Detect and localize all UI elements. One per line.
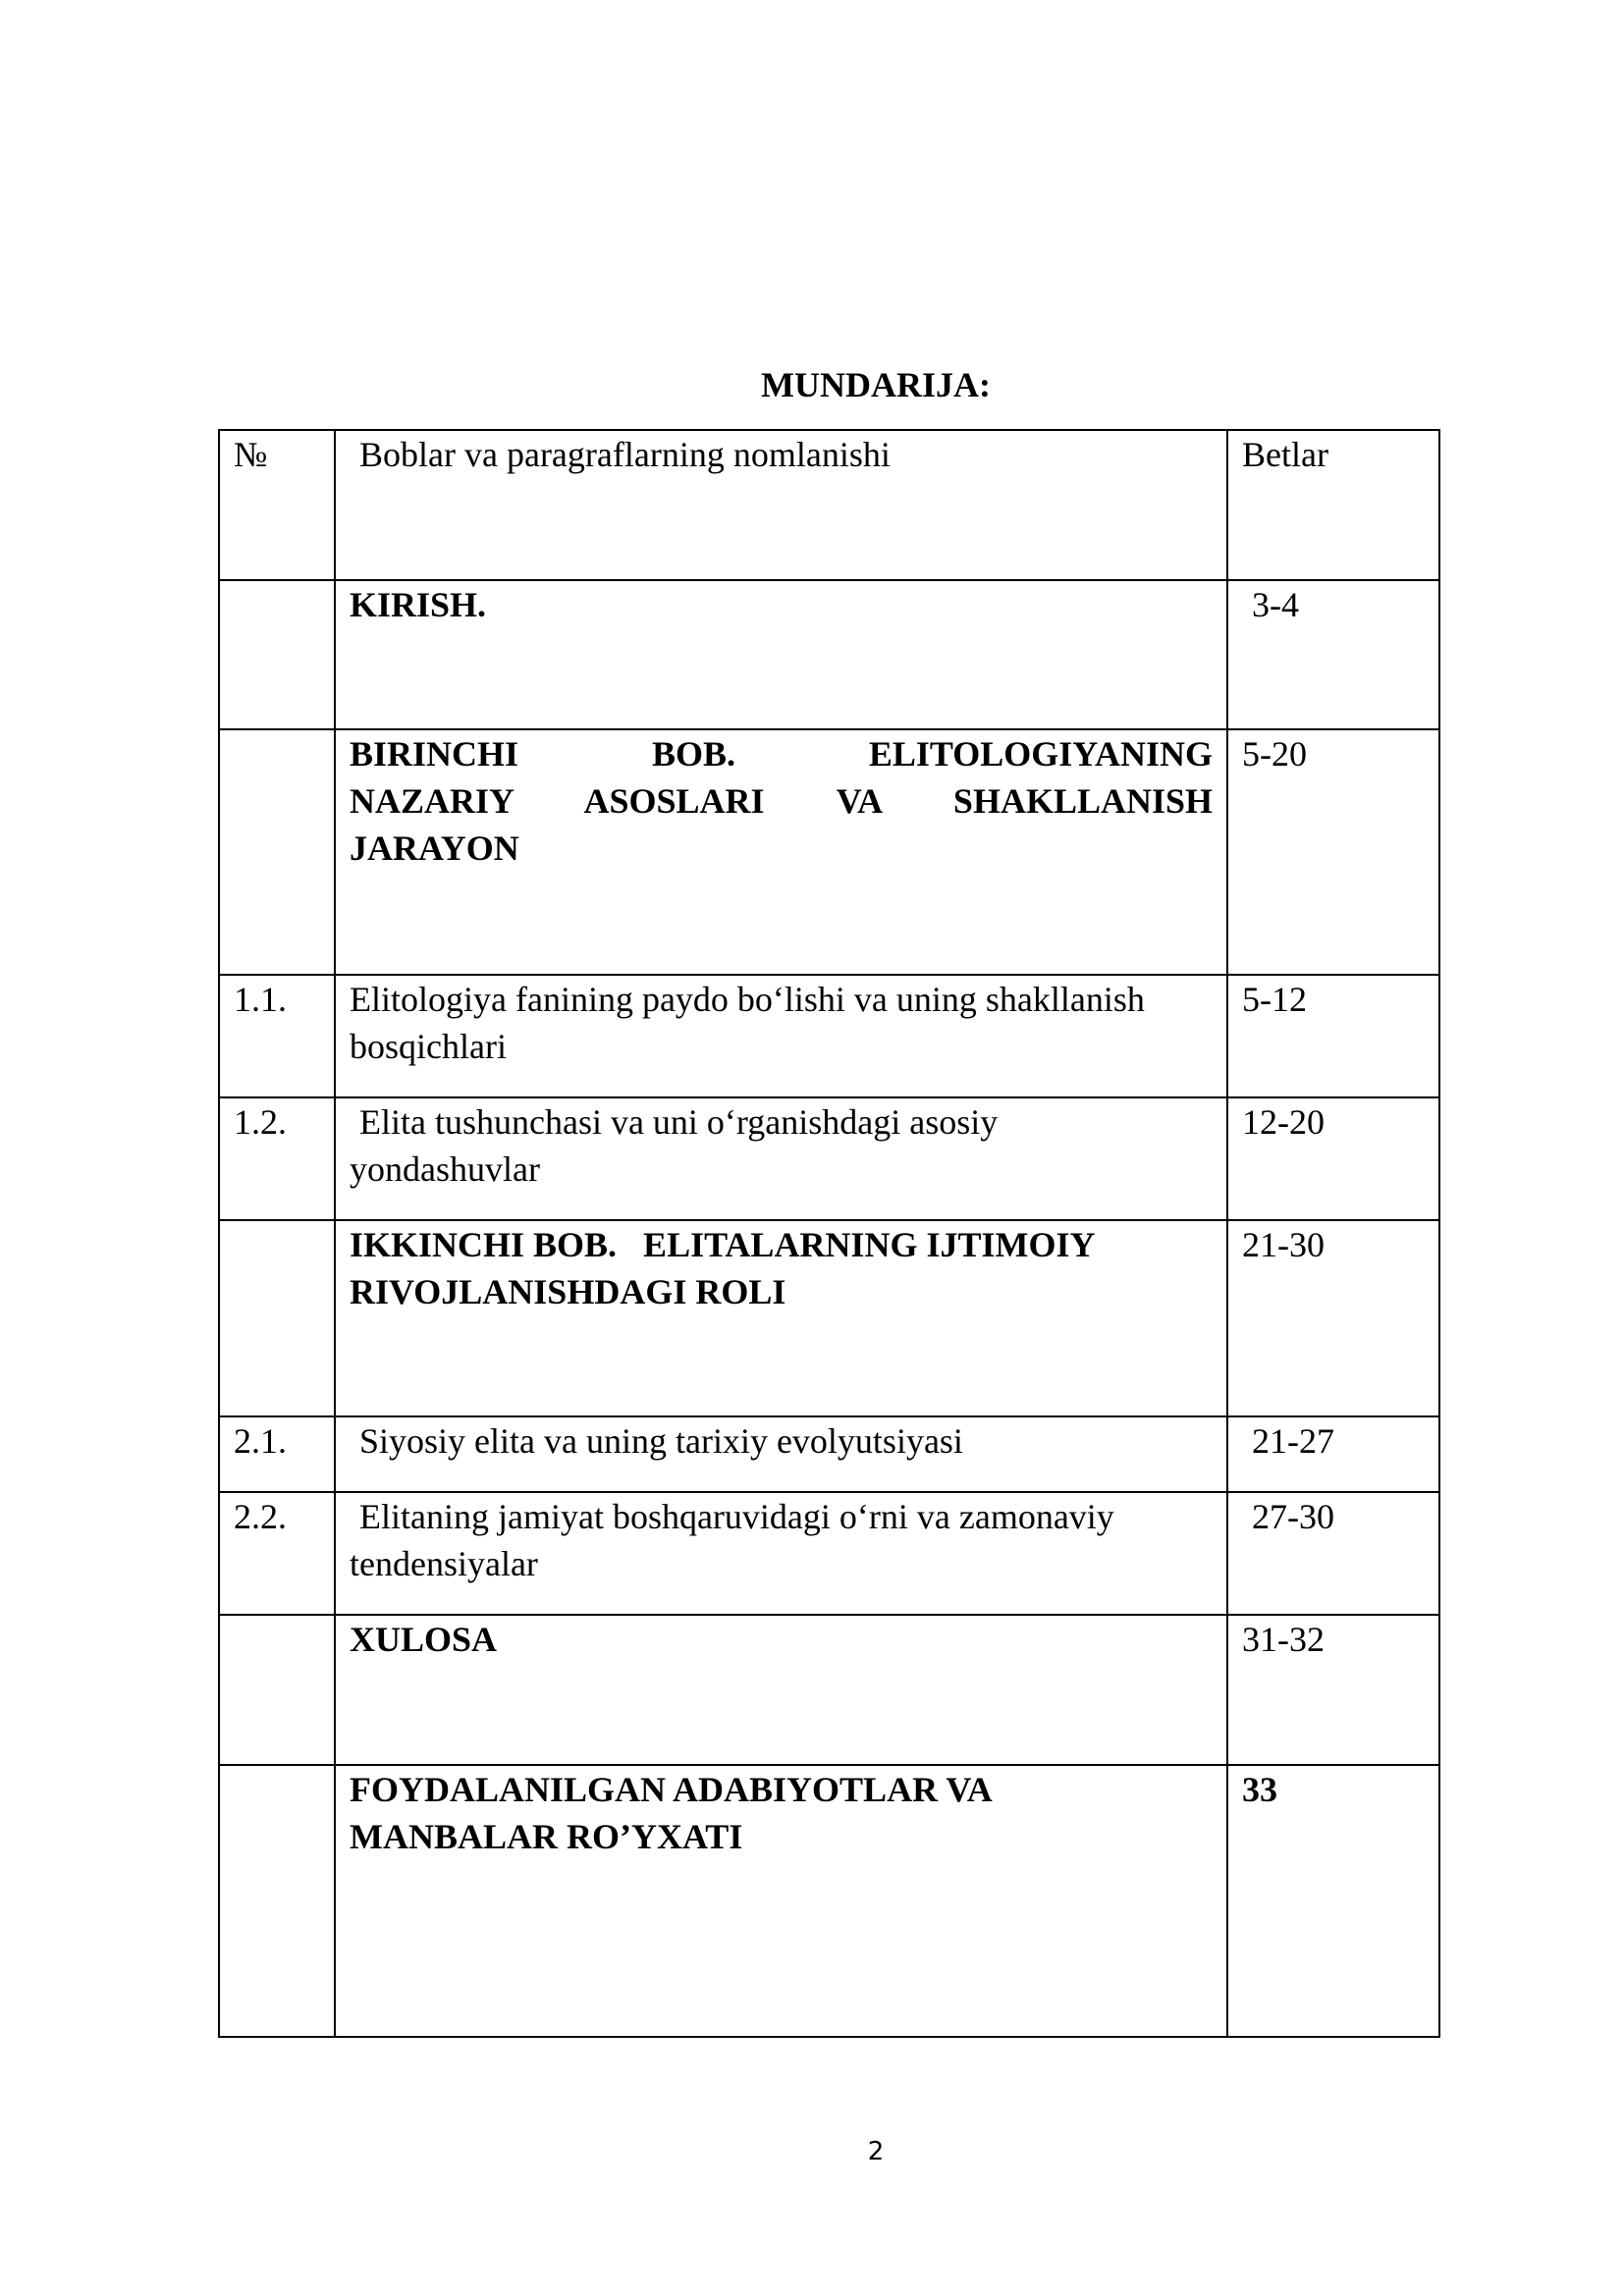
toc-row-pages: 31-32: [1227, 1615, 1439, 1765]
toc-row-title: Siyosiy elita va uning tarixiy evolyutsiyasi: [335, 1416, 1227, 1492]
toc-title-line: bosqichlari: [350, 1027, 507, 1066]
header-title: Boblar va paragraflarning nomlanishi: [335, 430, 1227, 580]
toc-row-title: [335, 975, 1227, 1097]
toc-title-line: tendensiyalar: [350, 1544, 538, 1583]
toc-row-chapter-2: [219, 1220, 1439, 1416]
toc-row-kirish: [219, 580, 1439, 729]
toc-title-line: NAZARIY ASOSLARI VA SHAKLLANISH: [350, 781, 1213, 821]
toc-title-line: IKKINCHI BOB. ELITALARNING IJTIMOIY: [350, 1225, 1096, 1264]
toc-row-xulosa: [219, 1615, 1439, 1765]
toc-title-line: MANBALAR RO’YXATI: [350, 1817, 743, 1856]
toc-row-number: 2.2.: [219, 1492, 335, 1615]
toc-row-number: [219, 1615, 335, 1765]
toc-row-title: [335, 729, 1227, 975]
toc-row-section-2-1: [219, 1416, 1439, 1492]
toc-title-line: Elitologiya fanining paydo bo‘lishi va uning shakllanish: [350, 980, 1145, 1019]
toc-row-pages: 5-12: [1227, 975, 1439, 1097]
toc-row-section-1-2: [219, 1097, 1439, 1220]
table-header-row: [219, 430, 1439, 580]
toc-row-title: [335, 1492, 1227, 1615]
toc-row-pages: 21-27: [1227, 1416, 1439, 1492]
toc-title-line: RIVOJLANISHDAGI ROLI: [350, 1272, 786, 1311]
toc-row-title: KIRISH.: [335, 580, 1227, 729]
toc-row-section-1-1: [219, 975, 1439, 1097]
toc-row-number: [219, 580, 335, 729]
toc-row-pages: 5-20: [1227, 729, 1439, 975]
toc-title-line: Elitaning jamiyat boshqaruvidagi o‘rni va zamonaviy: [359, 1497, 1114, 1536]
toc-row-number: 2.1.: [219, 1416, 335, 1492]
table-of-contents: [218, 429, 1440, 2038]
toc-row-pages: 3-4: [1227, 580, 1439, 729]
toc-row-number: 1.1.: [219, 975, 335, 1097]
toc-row-title: XULOSA: [335, 1615, 1227, 1765]
toc-title-line: FOYDALANILGAN ADABIYOTLAR VA: [350, 1770, 993, 1809]
header-number: №: [219, 430, 335, 580]
toc-row-references: [219, 1765, 1439, 2037]
toc-row-title: [335, 1765, 1227, 2037]
toc-row-number: [219, 1220, 335, 1416]
toc-row-pages: 33: [1227, 1765, 1439, 2037]
toc-row-title: [335, 1220, 1227, 1416]
toc-row-number: 1.2.: [219, 1097, 335, 1220]
toc-row-chapter-1: [219, 729, 1439, 975]
toc-title-line: BIRINCHI BOB. ELITOLOGIYANING: [350, 734, 1213, 774]
toc-row-number: [219, 729, 335, 975]
page-number: 2: [867, 2137, 885, 2166]
toc-row-section-2-2: [219, 1492, 1439, 1615]
toc-title-line: Elita tushunchasi va uni o‘rganishdagi asosiy: [359, 1102, 999, 1142]
toc-row-pages: 27-30: [1227, 1492, 1439, 1615]
toc-title-line: yondashuvlar: [350, 1149, 540, 1189]
toc-title-line: JARAYON: [350, 828, 519, 868]
document-title: MUNDARIJA:: [761, 365, 991, 404]
header-pages: Betlar: [1227, 430, 1439, 580]
toc-row-title: [335, 1097, 1227, 1220]
toc-row-pages: 21-30: [1227, 1220, 1439, 1416]
toc-row-pages: 12-20: [1227, 1097, 1439, 1220]
toc-row-number: [219, 1765, 335, 2037]
